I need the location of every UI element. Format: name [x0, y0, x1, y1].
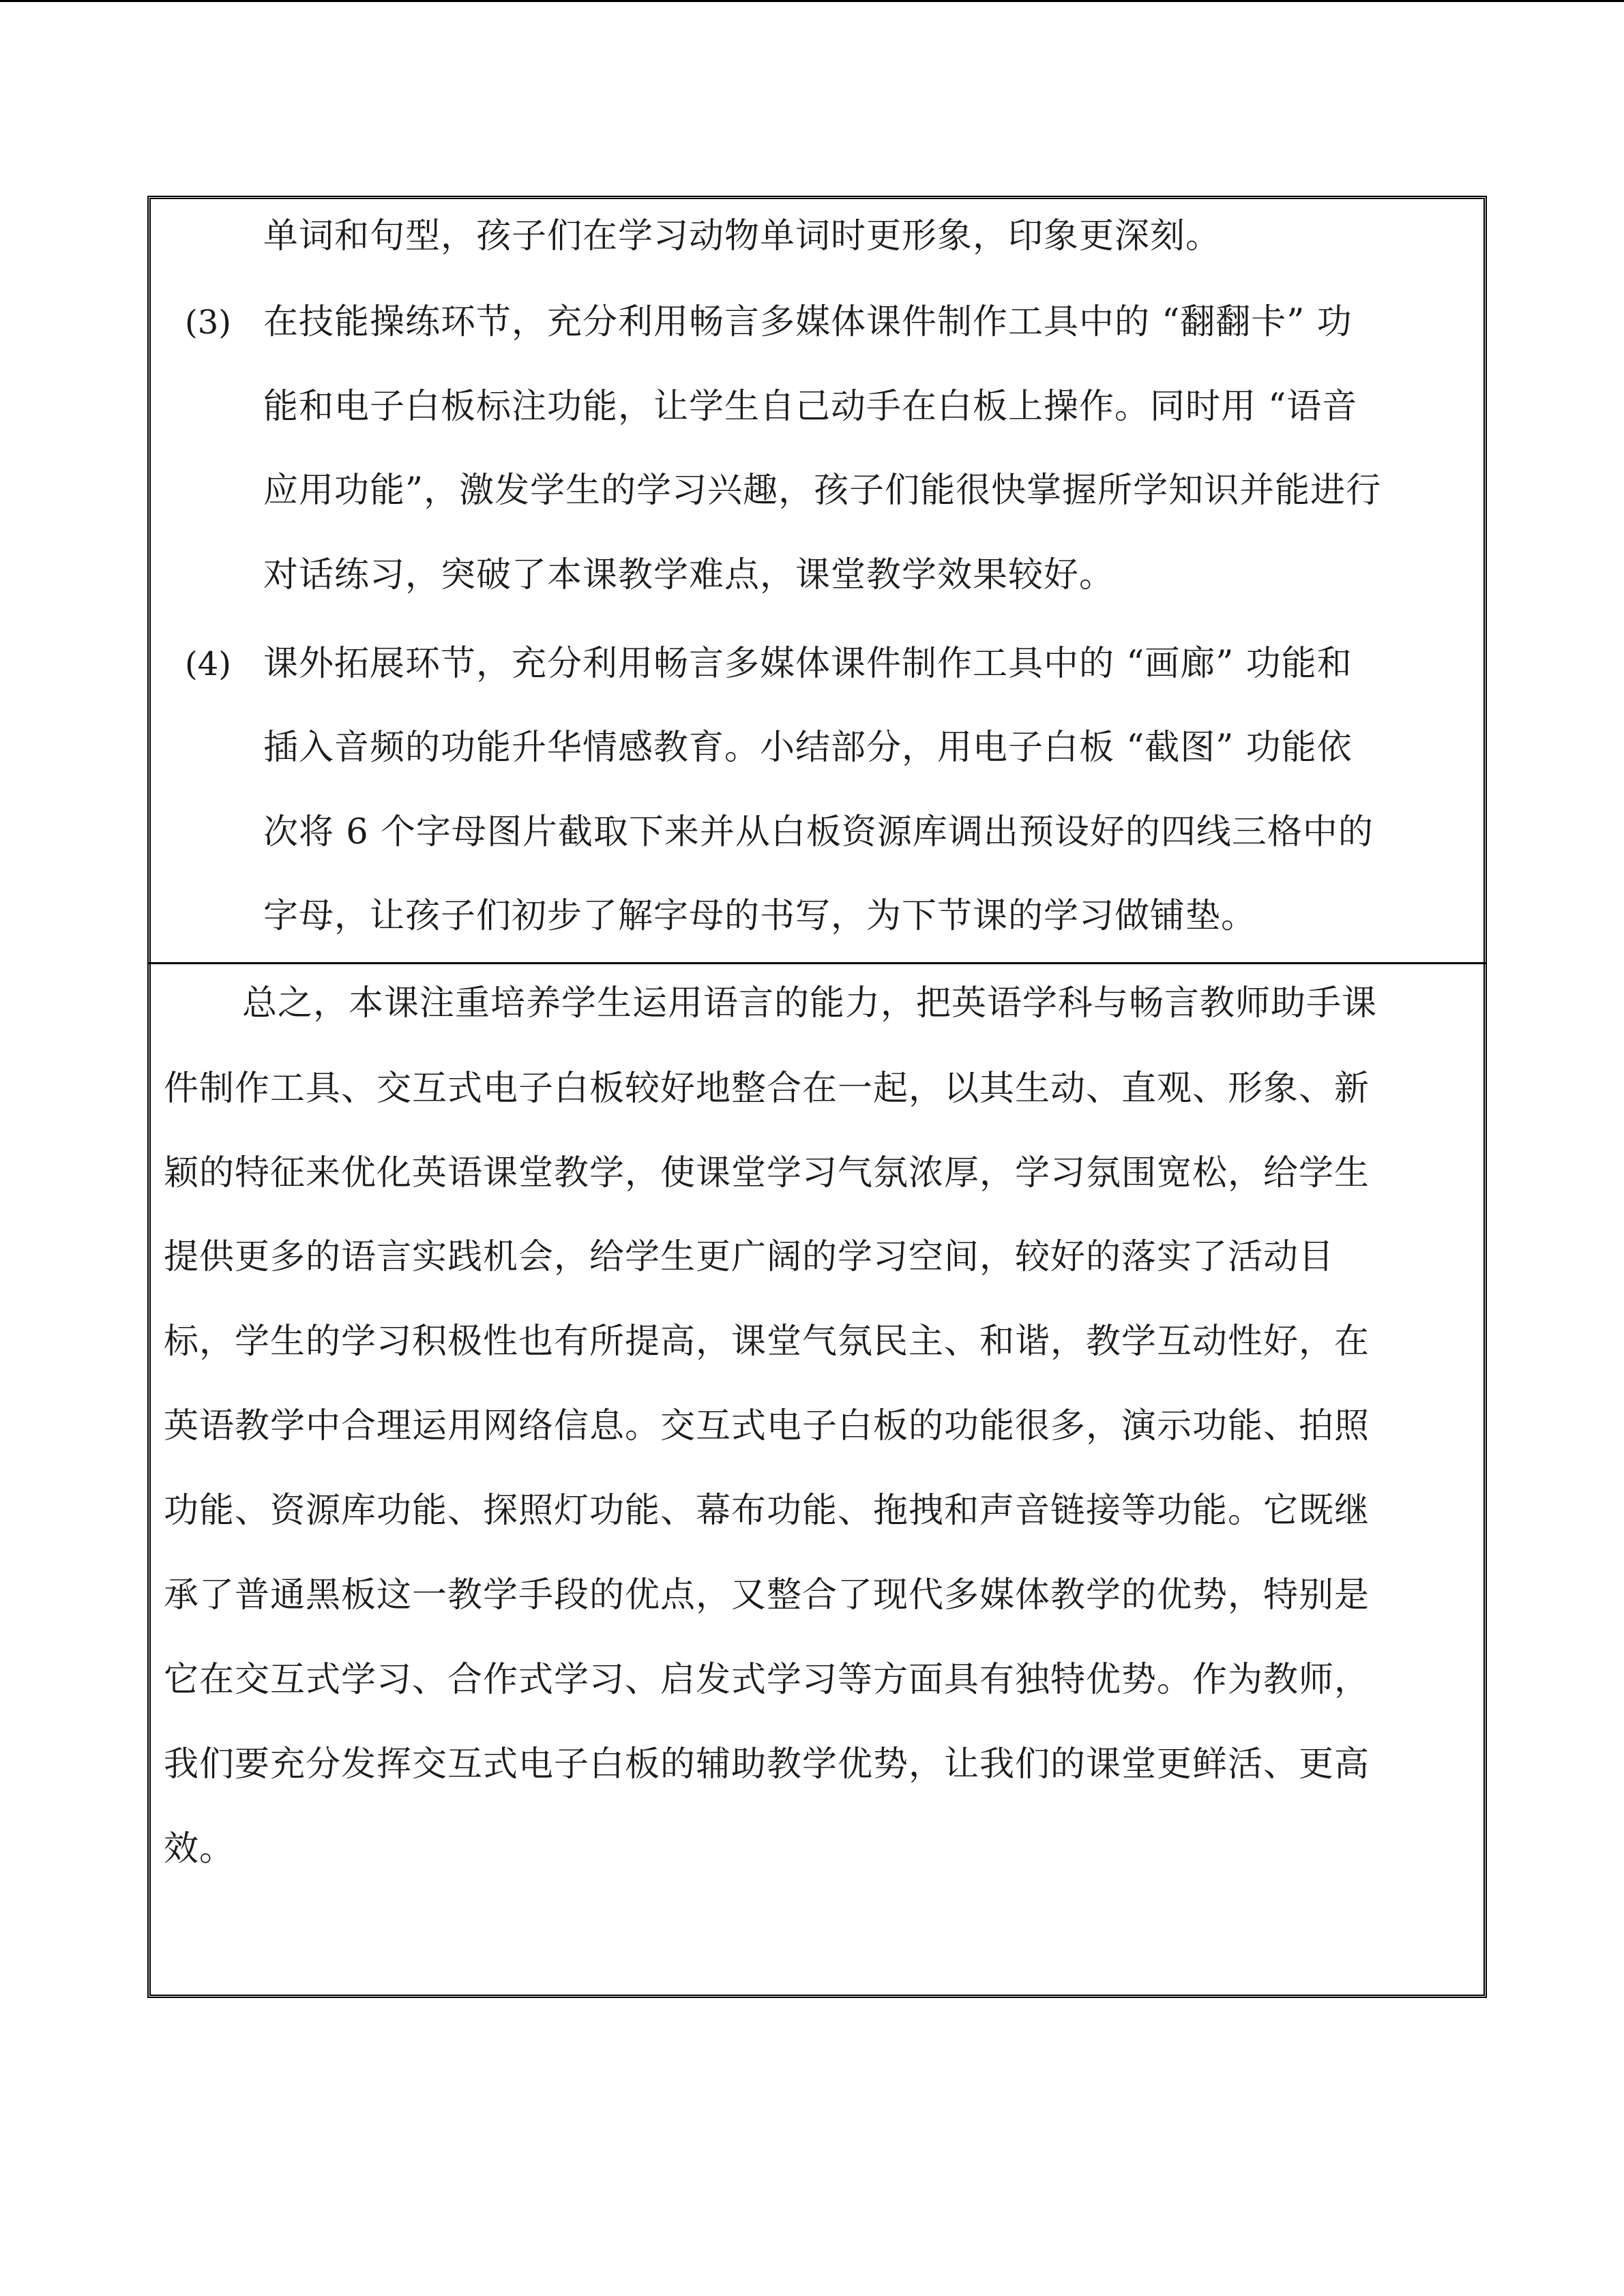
summary-line: 件制作工具、交互式电子白板较好地整合在一起，以其生动、直观、形象、新 — [164, 1069, 1370, 1109]
item3-line: 对话练习，突破了本课教学难点，课堂教学效果较好。 — [263, 555, 1115, 595]
item2-tail-line: 单词和句型，孩子们在学习动物单词时更形象，印象更深刻。 — [263, 216, 1222, 256]
summary-line: 效。 — [164, 1829, 235, 1869]
summary-line: 功能、资源库功能、探照灯功能、幕布功能、拖拽和声音链接等功能。它既继 — [164, 1491, 1370, 1531]
item3-line: 在技能操练环节，充分利用畅言多媒体课件制作工具中的 “翻翻卡” 功 — [263, 302, 1353, 342]
summary-line: 英语教学中合理运用网络信息。交互式电子白板的功能很多，演示功能、拍照 — [164, 1406, 1370, 1446]
page-top-rule — [0, 0, 1624, 2]
item4-number: (4) — [185, 645, 231, 683]
item3-line: 能和电子白板标注功能，让学生自己动手在白板上操作。同时用 “语音 — [263, 387, 1358, 427]
summary-line: 它在交互式学习、合作式学习、启发式学习等方面具有独特优势。作为教师， — [164, 1660, 1370, 1700]
summary-line: 标，学生的学习积极性也有所提高，课堂气氛民主、和谐，教学互动性好，在 — [164, 1322, 1370, 1362]
item3-line: 应用功能”，激发学生的学习兴趣，孩子们能很快掌握所学知识并能进行 — [263, 471, 1382, 511]
summary-line: 承了普通黑板这一教学手段的优点，又整合了现代多媒体教学的优势，特别是 — [164, 1575, 1370, 1615]
item4-line: 次将 6 个字母图片截取下来并从白板资源库调出预设好的四线三格中的 — [263, 812, 1374, 852]
item4-line: 字母，让孩子们初步了解字母的书写，为下节课的学习做铺垫。 — [263, 896, 1257, 936]
item4-line: 课外拓展环节，充分利用畅言多媒体课件制作工具中的 “画廊” 功能和 — [263, 644, 1353, 684]
summary-line: 提供更多的语言实践机会，给学生更广阔的学习空间，较好的落实了活动目 — [164, 1237, 1335, 1277]
summary-line: 总之，本课注重培养学生运用语言的能力，把英语学科与畅言教师助手课 — [242, 983, 1378, 1024]
item4-line: 插入音频的功能升华情感教育。小结部分，用电子白板 “截图” 功能依 — [263, 728, 1353, 768]
summary-line: 颖的特征来优化英语课堂教学，使课堂学习气氛浓厚，学习氛围宽松，给学生 — [164, 1153, 1370, 1193]
item3-number: (3) — [185, 303, 231, 342]
row-divider — [147, 962, 1487, 964]
summary-line: 我们要充分发挥交互式电子白板的辅助教学优势，让我们的课堂更鲜活、更高 — [164, 1744, 1370, 1785]
